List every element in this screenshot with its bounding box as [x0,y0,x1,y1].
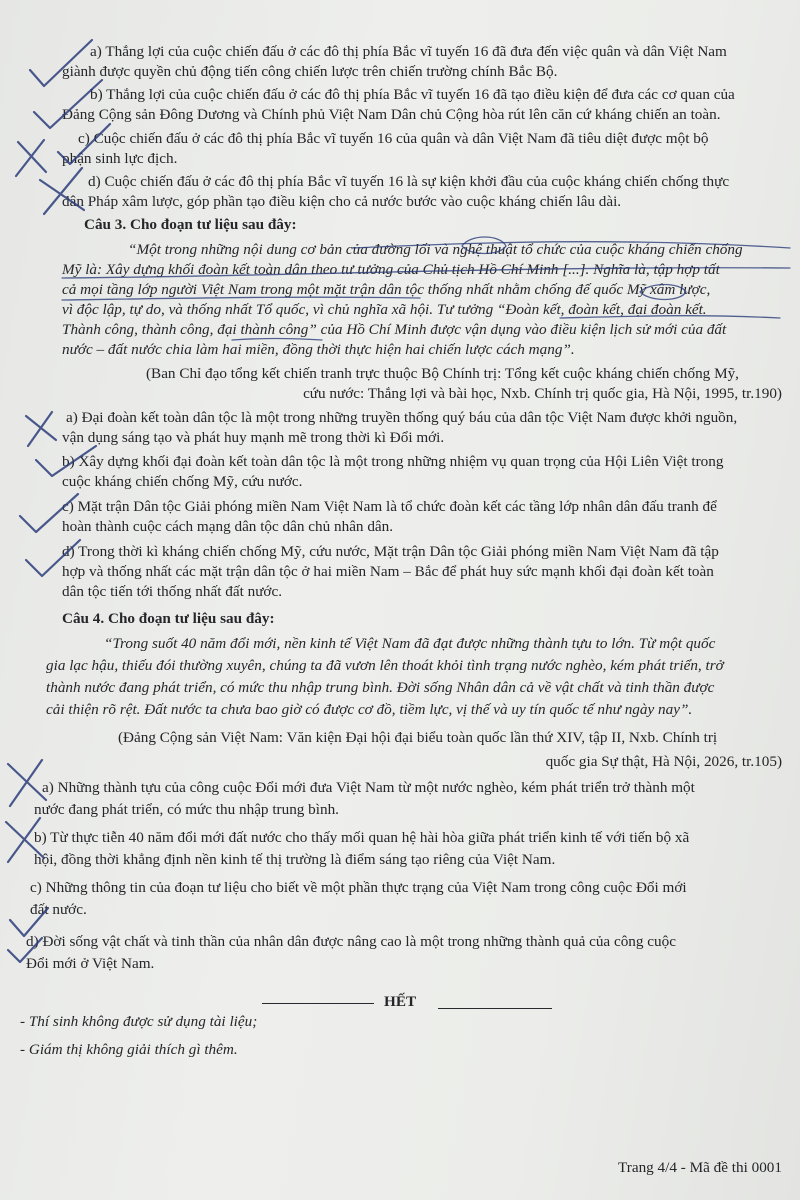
q3-option-b-line2: cuộc kháng chiến chống Mỹ, cứu nước. [62,473,303,490]
q4-quote-line: cải thiện rõ rệt. Đất nước ta chưa bao giờ có được cơ đồ, tiềm lực, vị thế và uy tín quốc tế như ngày nay”. [46,701,693,718]
q3-heading: Câu 3. Cho đoạn tư liệu sau đây: [84,216,297,233]
q4-option-c-line1: c) Những thông tin của đoạn tư liệu cho biết về một phần thực trạng của Việt Nam trong công cuộc Đổi mới [30,879,687,896]
q3-source-line1: (Ban Chỉ đạo tổng kết chiến tranh trực thuộc Bộ Chính trị: Tổng kết cuộc kháng chiến chống Mỹ, [146,365,739,382]
q3-quote-line: Mỹ là: Xây dựng khối đoàn kết toàn dân theo tư tưởng của Chủ tịch Hồ Chí Minh [...]. Nghĩa là, tập hợp tất [62,261,720,278]
note-no-explanation: - Giám thị không giải thích gì thêm. [20,1041,238,1058]
q4-heading: Câu 4. Cho đoạn tư liệu sau đây: [62,610,275,627]
q2-option-b-line1: b) Thắng lợi của cuộc chiến đấu ở các đô thị phía Bắc vĩ tuyến 16 đã tạo điều kiện để đưa các cơ quan của [90,86,735,103]
q2-option-d-line1: d) Cuộc chiến đấu ở các đô thị phía Bắc vĩ tuyến 16 là sự kiện khởi đầu của cuộc kháng chiến chống thực [88,173,730,190]
q3-option-d-line2: hợp và thống nhất các mặt trận dân tộc ở hai miền Nam – Bắc để phát huy sức mạnh khối đại đoàn kết toàn [62,563,714,580]
q3-option-c-line2: hoàn thành cuộc cách mạng dân tộc dân chủ nhân dân. [62,518,394,535]
q3-option-a-line1: a) Đại đoàn kết toàn dân tộc là một trong những truyền thống quý báu của dân tộc Việt Nam được khởi nguồn, [66,409,738,426]
q2-option-d-line2: dân Pháp xâm lược, góp phần tạo điều kiện cho cả nước bước vào cuộc kháng chiến lâu dài. [62,193,622,210]
q4-option-b-line1: b) Từ thực tiễn 40 năm đổi mới đất nước cho thấy mối quan hệ hài hòa giữa phát triển kinh tế với tiến bộ xã [34,829,690,846]
q4-quote-line: gia lạc hậu, thiếu đói thường xuyên, chúng ta đã vươn lên thoát khỏi tình trạng nước nghèo, kém phát triển, trở [46,657,724,674]
q4-source-line1: (Đảng Cộng sản Việt Nam: Văn kiện Đại hội đại biểu toàn quốc lần thứ XIV, tập II, Nxb. Chính trị [118,729,718,746]
q4-option-b-line2: hội, đồng thời khẳng định nền kinh tế thị trường là điểm sáng tạo riêng của Việt Nam. [34,851,556,868]
q4-option-a-line1: a) Những thành tựu của công cuộc Đổi mới đưa Việt Nam từ một nước nghèo, kém phát triển trở thành một [42,779,695,796]
q4-option-d-line2: Đổi mới ở Việt Nam. [26,955,155,972]
q2-option-c-line2: phận sinh lực địch. [62,150,178,167]
note-no-documents: - Thí sinh không được sử dụng tài liệu; [20,1013,258,1030]
q2-option-a-line1: a) Thắng lợi của cuộc chiến đấu ở các đô thị phía Bắc vĩ tuyến 16 đã đưa đến việc quân và dân Việt Nam [90,43,727,60]
q3-quote-line: vì độc lập, tự do, và thống nhất Tổ quốc, vì chủ nghĩa xã hội. Tư tưởng “Đoàn kết, đoàn kết, đại đoàn kết. [62,301,707,318]
q3-option-b-line1: b) Xây dựng khối đại đoàn kết toàn dân tộc là một trong những nhiệm vụ quan trọng của Hội Liên Việt trong [62,453,724,470]
q4-quote-line: thành nước đang phát triển, có mức thu nhập trung bình. Đời sống Nhân dân cả về vật chất và tinh thần được [46,679,715,696]
q2-option-a-line2: giành được quyền chủ động tiến công chiến lược trên chiến trường chính Bắc Bộ. [62,63,558,80]
page-footer: Trang 4/4 - Mã đề thi 0001 [618,1159,782,1176]
q3-option-c-line1: c) Mặt trận Dân tộc Giải phóng miền Nam Việt Nam là tổ chức đoàn kết các tầng lớp nhân dân đấu tranh để [62,498,717,515]
q4-source-line2: quốc gia Sự thật, Hà Nội, 2026, tr.105) [545,753,782,770]
end-rule-right [438,1008,552,1009]
q3-option-d-line1: d) Trong thời kì kháng chiến chống Mỹ, cứu nước, Mặt trận Dân tộc Giải phóng miền Nam Việt Nam đã tập [62,543,719,560]
q2-option-c-line1: c) Cuộc chiến đấu ở các đô thị phía Bắc vĩ tuyến 16 của quân và dân Việt Nam đã tiêu diệt được một bộ [78,130,709,147]
q4-option-a-line2: nước đang phát triển, có mức thu nhập trung bình. [34,801,339,818]
q3-option-d-line3: dân tộc tiến tới thống nhất đất nước. [62,583,282,600]
q4-option-c-line2: đất nước. [30,901,87,918]
pen-cross-mark [26,412,56,446]
end-rule-left [262,1003,374,1004]
q4-quote-line: “Trong suốt 40 năm đổi mới, nền kinh tế Việt Nam đã đạt được những thành tựu to lớn. Từ một quốc [104,635,716,652]
q3-quote-line: “Một trong những nội dung cơ bản của đường lối và nghệ thuật tổ chức của cuộc kháng chiến chống [128,241,743,258]
pen-cross-mark [16,140,46,176]
q3-option-a-line2: vận dụng sáng tạo và phát huy mạnh mẽ trong thời kì Đổi mới. [62,429,445,446]
q3-quote-line: cả mọi tầng lớp người Việt Nam trong một mặt trận dân tộc thống nhất nhằm chống đế quốc Mỹ xâm lược, [62,281,711,298]
end-label: HẾT [384,993,417,1010]
q4-option-d-line1: d) Đời sống vật chất và tinh thần của nhân dân được nâng cao là một trong những thành quả của công cuộc [26,933,676,950]
q3-source-line2: cứu nước: Thắng lợi và bài học, Nxb. Chính trị quốc gia, Hà Nội, 1995, tr.190) [303,385,782,402]
q3-quote-line: Thành công, thành công, đại thành công” của Hồ Chí Minh được vận dụng vào điều kiện lịch sử mới của đất [62,321,727,338]
q2-option-b-line2: Đảng Cộng sản Đông Dương và Chính phủ Việt Nam Dân chủ Cộng hòa rút lên căn cứ kháng chiến an toàn. [62,106,721,123]
q3-quote-line: nước – đất nước chia làm hai miền, đồng thời thực hiện hai chiến lược cách mạng”. [62,341,575,358]
